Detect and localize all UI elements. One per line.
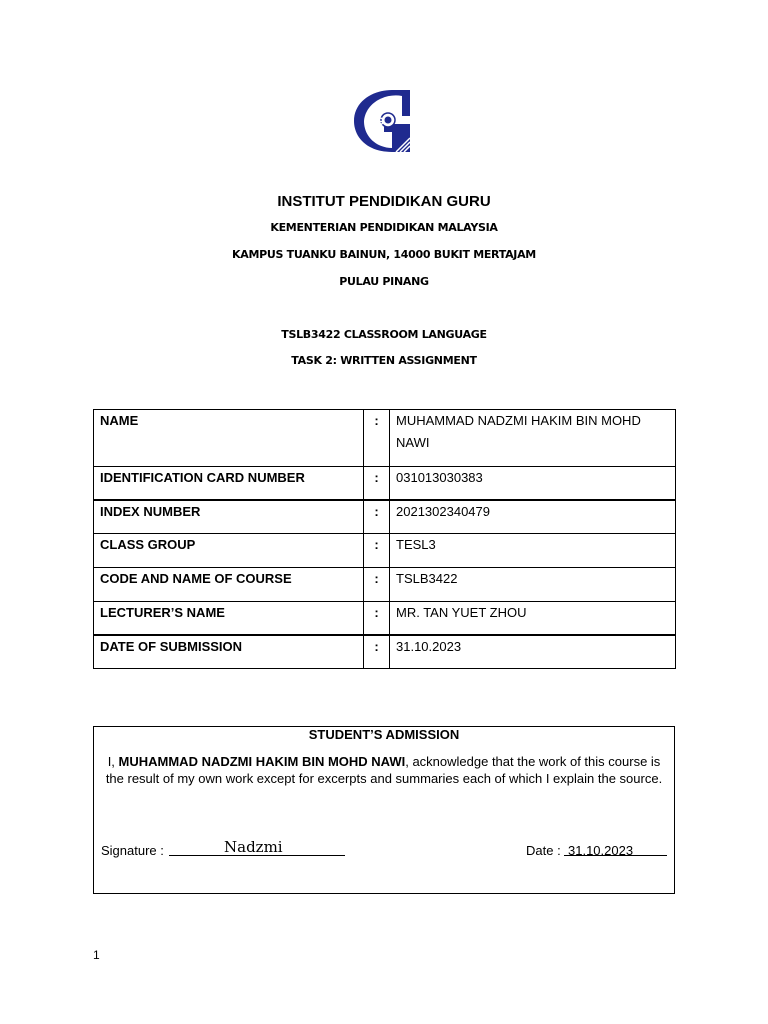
- colon: :: [364, 602, 390, 635]
- ic-number-label: IDENTIFICATION CARD NUMBER: [94, 467, 364, 500]
- submission-date-label: DATE OF SUBMISSION: [94, 635, 364, 669]
- course-line: TSLB3422 CLASSROOM LANGUAGE: [281, 328, 487, 341]
- colon: :: [364, 500, 390, 534]
- logo-text: iPG: [365, 116, 384, 128]
- statement-body: , acknowledge that the work of this course is the result of my own work except for excerpts and summaries each of which I explain the source.: [105, 754, 663, 786]
- colon: :: [364, 534, 390, 568]
- institute-title: INSTITUT PENDIDIKAN GURU: [277, 193, 491, 210]
- statement-prefix: I,: [107, 754, 119, 769]
- task-line: TASK 2: WRITTEN ASSIGNMENT: [291, 354, 477, 367]
- table-row: [94, 410, 676, 467]
- colon: :: [364, 410, 390, 467]
- date-label: Date :: [526, 843, 561, 858]
- student-admission-box: [93, 726, 675, 894]
- table-row: [94, 602, 676, 635]
- lecturer-value: MR. TAN YUET ZHOU: [390, 602, 676, 635]
- class-group-label: CLASS GROUP: [94, 534, 364, 568]
- table-row: [94, 534, 676, 568]
- ic-number-value: 031013030383: [390, 467, 676, 500]
- student-name: MUHAMMAD NADZMI HAKIM BIN MOHD NAWI: [118, 754, 406, 769]
- index-number-label: INDEX NUMBER: [94, 500, 364, 534]
- name-label: NAME: [94, 410, 364, 467]
- class-group-value: TESL3: [390, 534, 676, 568]
- student-info-table: [93, 409, 676, 669]
- colon: :: [364, 635, 390, 669]
- signature: Nadzmi: [224, 838, 283, 856]
- lecturer-label: LECTURER’S NAME: [94, 602, 364, 635]
- colon: :: [364, 568, 390, 602]
- ministry-line: KEMENTERIAN PENDIDIKAN MALAYSIA: [270, 221, 498, 234]
- ipg-logo-icon: [352, 88, 416, 154]
- course-value: TSLB3422: [390, 568, 676, 602]
- signature-label: Signature :: [101, 843, 164, 858]
- table-row: [94, 500, 676, 534]
- table-row: [94, 467, 676, 500]
- name-value: MUHAMMAD NADZMI HAKIM BIN MOHD NAWI: [390, 410, 676, 467]
- state-line: PULAU PINANG: [339, 275, 429, 288]
- course-label: CODE AND NAME OF COURSE: [94, 568, 364, 602]
- colon: :: [364, 467, 390, 500]
- admission-statement: [102, 753, 666, 787]
- page-number: 1: [93, 948, 100, 962]
- submission-date-value: 31.10.2023: [390, 635, 676, 669]
- admission-title: STUDENT’S ADMISSION: [308, 727, 460, 742]
- campus-line: KAMPUS TUANKU BAINUN, 14000 BUKIT MERTAJAM: [232, 248, 536, 261]
- table-row: [94, 635, 676, 669]
- date-value: 31.10.2023: [568, 843, 634, 858]
- index-number-value: 2021302340479: [390, 500, 676, 534]
- table-row: [94, 568, 676, 602]
